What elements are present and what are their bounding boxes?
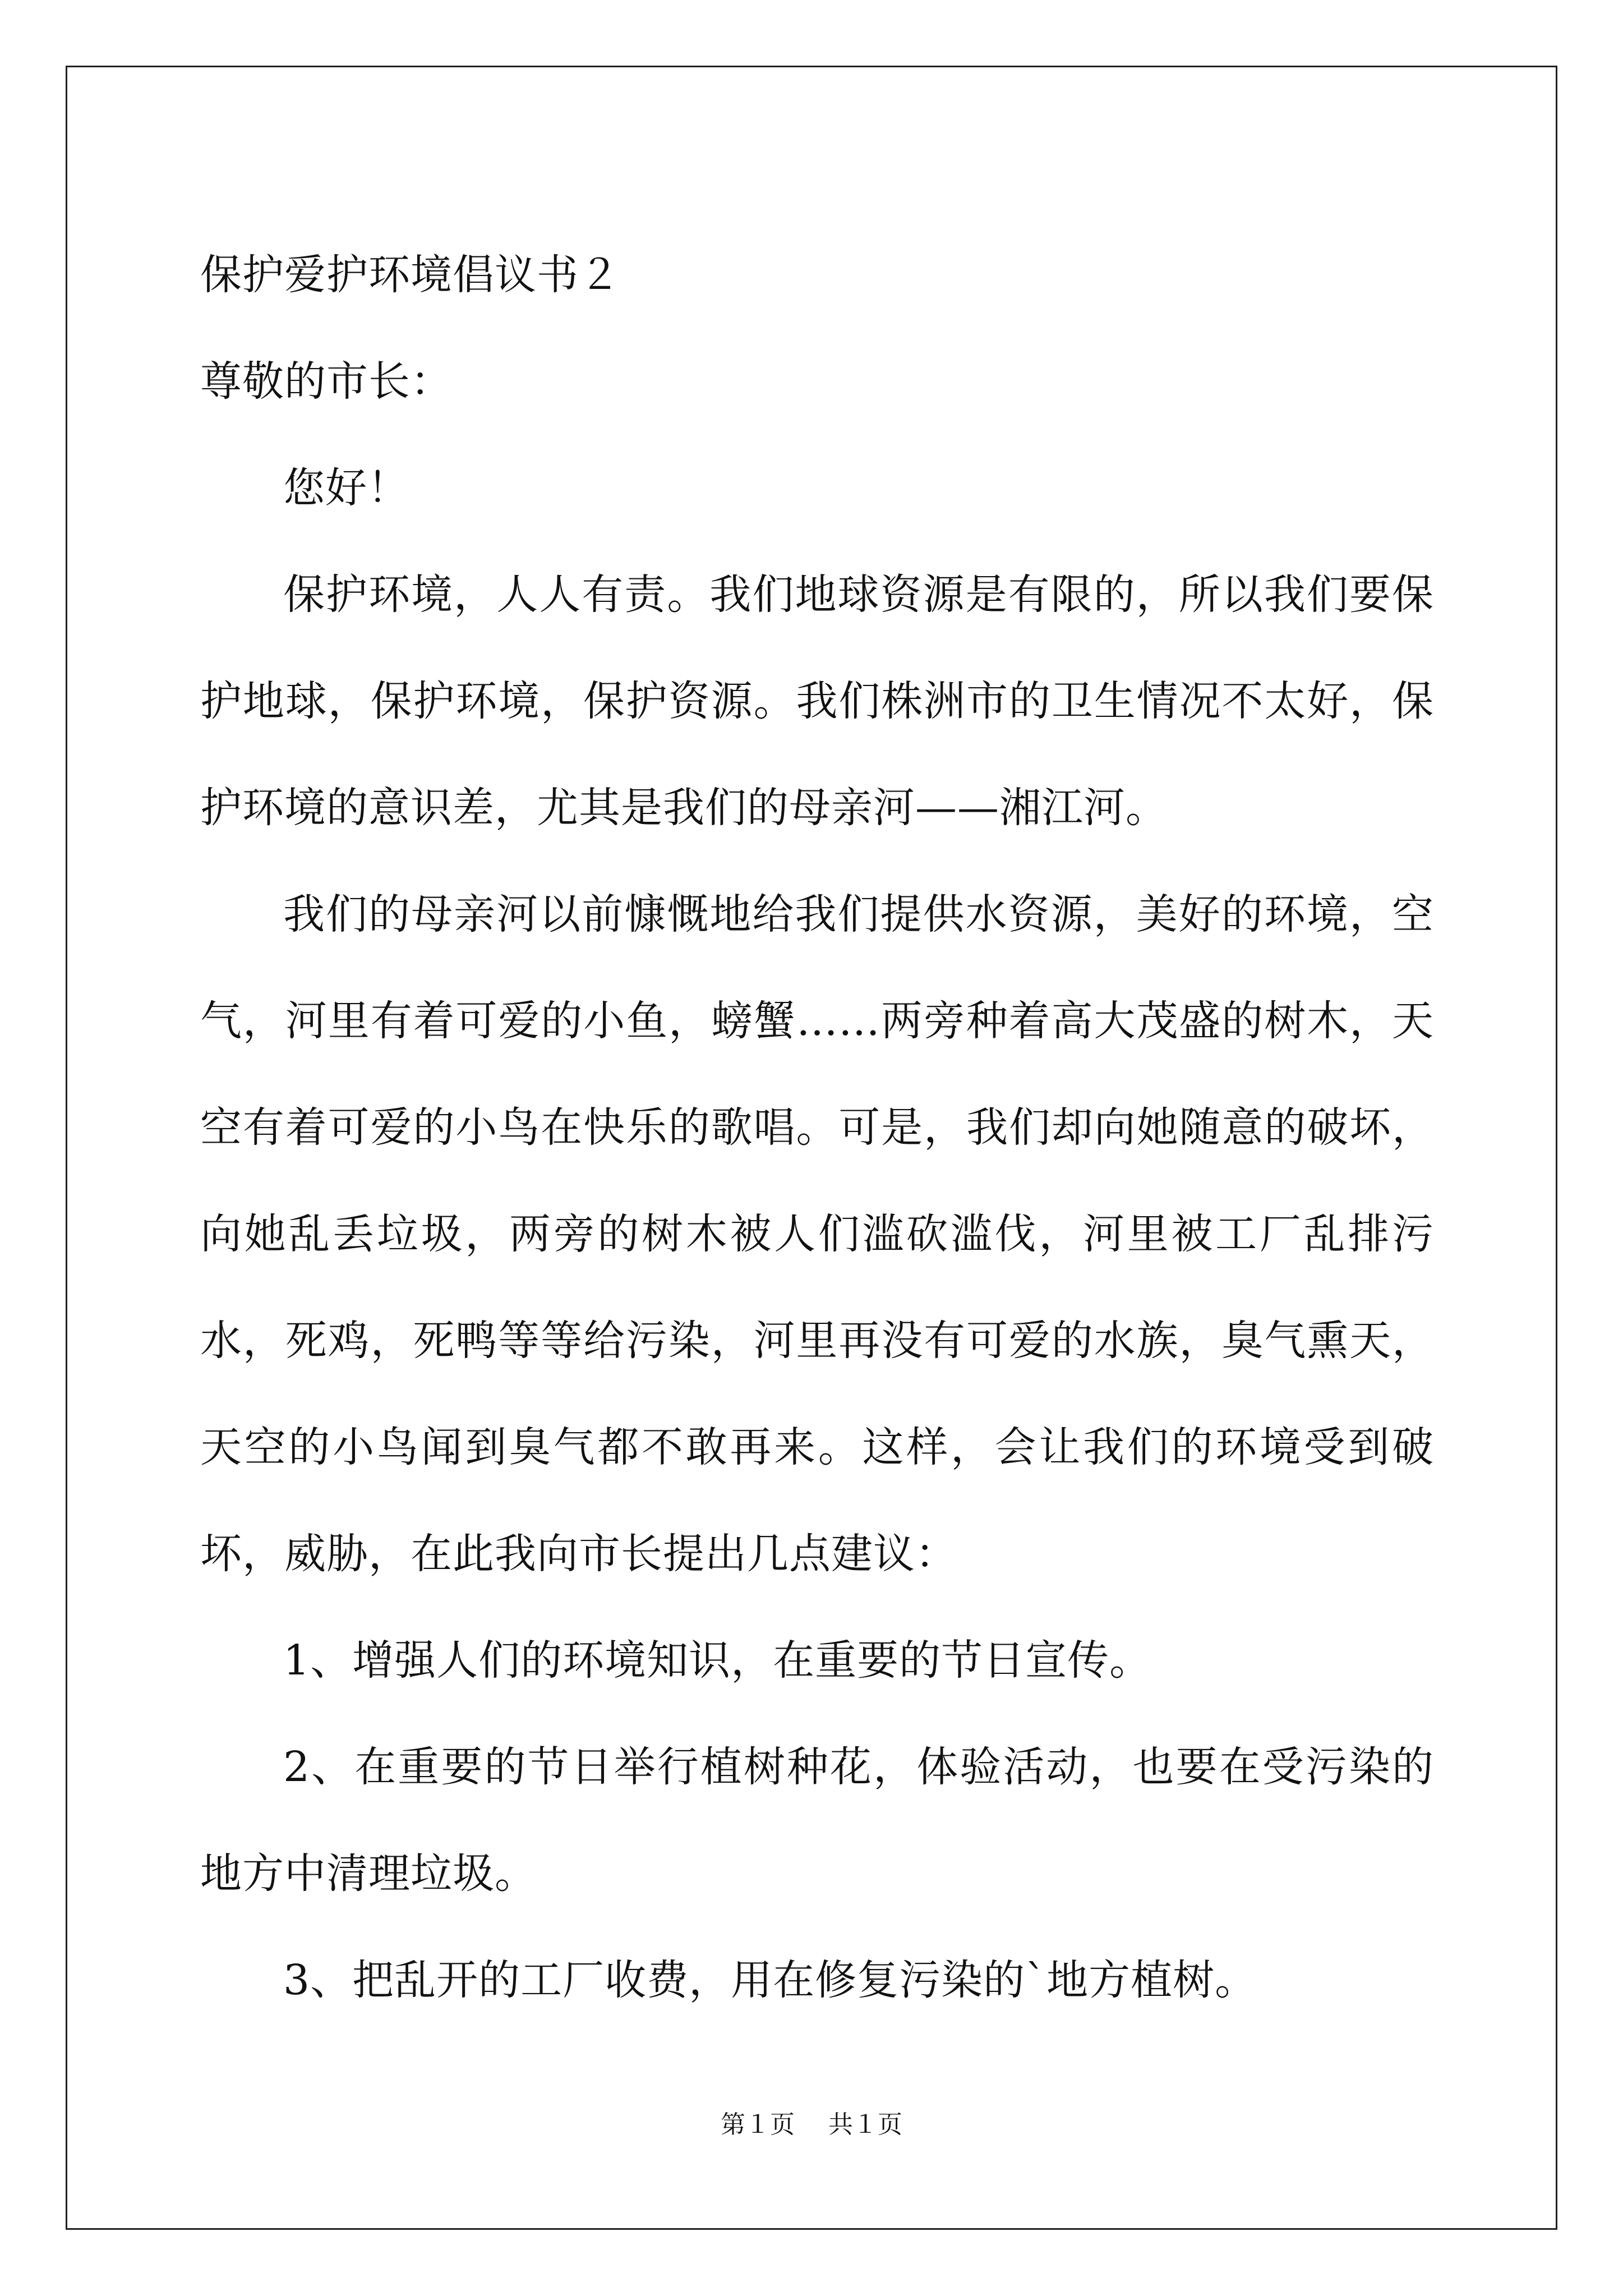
paragraph-river: 我们的母亲河以前慷慨地给我们提供水资源，美好的环境，空气，河里有着可爱的小鱼，螃蟹……两旁种着高大茂盛的树木，天空有着可爱的小鸟在快乐的歌唱。可是，我们却向她随意的破坏，向她乱丢垃圾，两旁的树木被人们滥砍滥伐，河里被工厂乱排污水，死鸡，死鸭等等给污染，河里再没有可爱的水族，臭气熏天，天空的小鸟闻到臭气都不敢再来。这样，会让我们的环境受到破坏，威胁，在此我向市长提出几点建议： bbox=[200, 890, 1434, 1578]
document-title: 保护爱护环境倡议书２ bbox=[200, 251, 621, 299]
document-body bbox=[200, 222, 1434, 2033]
page-footer bbox=[0, 2108, 1623, 2142]
suggestion-3: 3、把乱开的工厂收费，用在修复污染的`地方植树。 bbox=[283, 1956, 1257, 2004]
paragraph-greeting: 您好！ bbox=[283, 464, 409, 512]
page-total: 共１页 bbox=[828, 2110, 902, 2139]
suggestion-2: 2、在重要的节日举行植树种花，体验活动，也要在受污染的地方中清理垃圾。 bbox=[200, 1743, 1434, 1898]
paragraph-intro: 保护环境，人人有责。我们地球资源是有限的，所以我们要保护地球，保护环境，保护资源。我们株洲市的卫生情况不太好，保护环境的意识差，尤其是我们的母亲河——湘江河。 bbox=[200, 570, 1434, 832]
page-number: 第１页 bbox=[721, 2110, 795, 2139]
suggestion-1: 1、增强人们的环境知识，在重要的节日宣传。 bbox=[283, 1636, 1152, 1685]
salutation: 尊敬的市长： bbox=[200, 357, 453, 406]
